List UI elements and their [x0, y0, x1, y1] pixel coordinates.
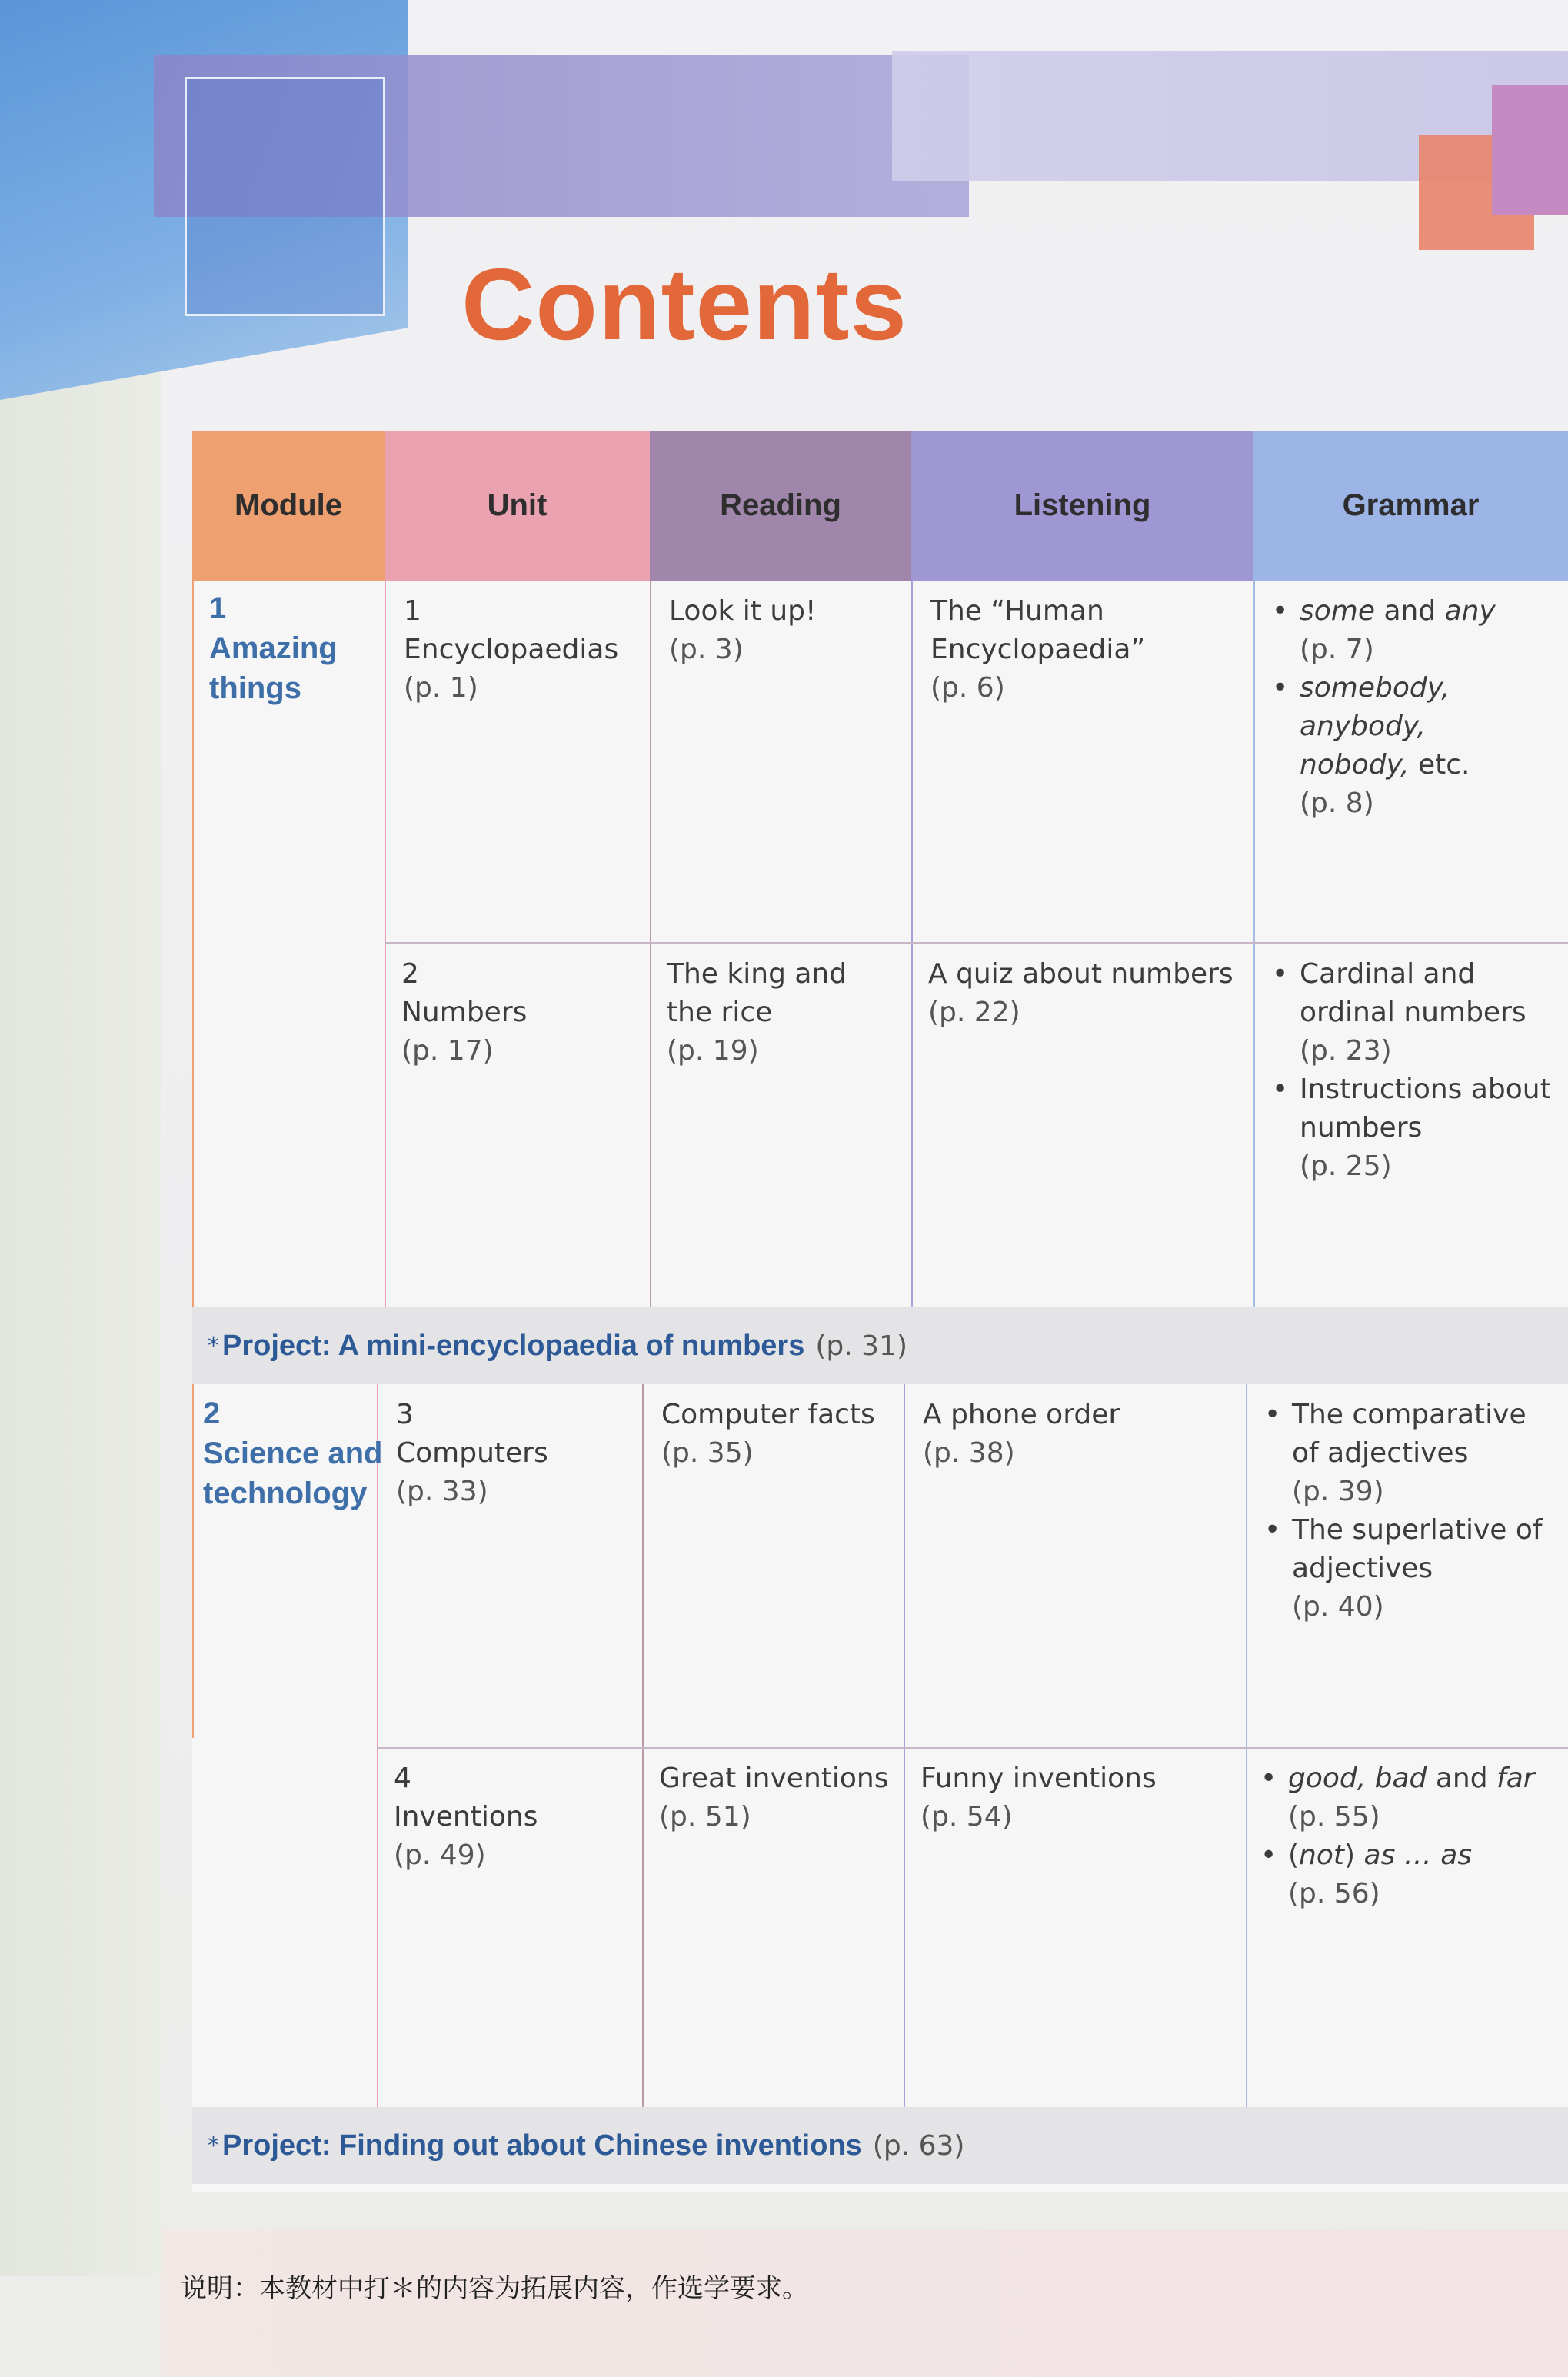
- footnote: 说明：本教材中打＊的内容为拓展内容，作选学要求。: [181, 2273, 808, 2304]
- reading-page: (p. 35): [661, 1437, 754, 1469]
- row-divider: [377, 1747, 1568, 1749]
- listening-title: The “Human: [930, 595, 1104, 627]
- unit-3-cell: [396, 1396, 548, 1511]
- unit-2-reading: [667, 955, 897, 1070]
- module-name-line: Amazing: [209, 631, 338, 665]
- listening-page: (p. 38): [923, 1437, 1015, 1469]
- reading-page: (p. 19): [667, 1035, 759, 1067]
- module-1-label: [209, 588, 338, 708]
- grammar-text: The comparative of adjectives: [1292, 1399, 1526, 1469]
- project-page: (p. 63): [872, 2129, 965, 2162]
- unit-column-line: [385, 581, 386, 1307]
- unit-page: (p. 33): [396, 1476, 488, 1507]
- row-divider: [385, 942, 1568, 944]
- page-title: Contents: [461, 248, 907, 361]
- grammar-column-line: [1253, 581, 1255, 1307]
- unit-3-listening: [923, 1396, 1120, 1473]
- unit-4-reading: [659, 1759, 888, 1836]
- module-column-line: [192, 581, 194, 1738]
- grammar-page: (p. 55): [1288, 1801, 1380, 1833]
- unit-number: 2: [401, 958, 419, 990]
- module-name-line: technology: [203, 1476, 368, 1510]
- grammar-item: [1269, 592, 1565, 669]
- grammar-text: Cardinal and ordinal numbers: [1300, 958, 1526, 1028]
- unit-4-grammar: [1257, 1759, 1565, 1913]
- reading-title: Computer facts: [661, 1399, 875, 1430]
- contents-table: [192, 431, 1568, 2192]
- unit-name: Inventions: [394, 1801, 538, 1833]
- grammar-text: nobody,: [1300, 749, 1410, 781]
- project-title: Project: Finding out about Chinese inventions: [222, 2129, 862, 2162]
- module-name-line: Science and: [203, 1437, 383, 1470]
- grammar-text: somebody, anybody,: [1300, 672, 1450, 742]
- unit-2-cell: [401, 955, 527, 1070]
- unit-2-grammar: [1269, 955, 1568, 1186]
- unit-4-cell: [394, 1759, 538, 1875]
- unit-number: 3: [396, 1399, 414, 1430]
- project-title: Project: A mini-encyclopaedia of numbers: [222, 1329, 805, 1362]
- listening-column-line: [911, 581, 913, 1307]
- header-unit: Unit: [385, 431, 650, 581]
- grammar-item: [1257, 1759, 1565, 1836]
- unit-4-listening: [920, 1759, 1157, 1836]
- unit-1-reading: [669, 592, 816, 669]
- listening-title: Funny inventions: [920, 1763, 1157, 1794]
- listening-title: Encyclopaedia”: [930, 634, 1146, 665]
- grammar-text: not: [1299, 1839, 1345, 1871]
- project-row: [192, 2107, 1568, 2184]
- grammar-page: (p. 25): [1300, 1150, 1392, 1182]
- square-frame-decor: [185, 77, 385, 316]
- grammar-text: good, bad: [1288, 1763, 1427, 1794]
- grammar-text: etc.: [1409, 749, 1470, 781]
- unit-name: Encyclopaedias: [404, 634, 619, 665]
- project-page: (p. 31): [815, 1330, 907, 1362]
- module-name-line: things: [209, 671, 301, 705]
- reading-column-line: [650, 581, 651, 1307]
- header-listening: Listening: [911, 431, 1253, 581]
- grammar-item: [1261, 1511, 1553, 1626]
- listening-title: A quiz about numbers: [928, 958, 1233, 990]
- unit-name: Computers: [396, 1437, 548, 1469]
- listening-page: (p. 54): [920, 1801, 1013, 1833]
- listening-column-line: [904, 1384, 905, 2107]
- project-row: [192, 1307, 1568, 1384]
- grammar-text: as … as: [1363, 1839, 1473, 1871]
- reading-title: Great inventions: [659, 1763, 889, 1794]
- reading-page: (p. 3): [669, 634, 744, 665]
- module-number: 2: [203, 1397, 221, 1430]
- grammar-text: and: [1375, 595, 1445, 627]
- module-number: 1: [209, 591, 227, 625]
- header-module: Module: [192, 431, 385, 581]
- grammar-column-line: [1246, 1384, 1247, 2107]
- listening-title: A phone order: [923, 1399, 1120, 1430]
- grammar-text: and: [1427, 1763, 1497, 1794]
- header-grammar: Grammar: [1253, 431, 1568, 581]
- unit-number: 1: [404, 595, 421, 627]
- unit-2-listening: [928, 955, 1233, 1032]
- grammar-text: Instructions about numbers: [1300, 1074, 1551, 1144]
- grammar-page: (p. 40): [1292, 1591, 1384, 1623]
- unit-page: (p. 49): [394, 1839, 486, 1871]
- grammar-text: some: [1300, 595, 1375, 627]
- grammar-item: [1269, 955, 1568, 1070]
- optional-star: *: [208, 1332, 219, 1360]
- listening-page: (p. 22): [928, 997, 1020, 1028]
- unit-page: (p. 1): [404, 672, 478, 704]
- reading-title: The king and the rice: [667, 958, 847, 1028]
- grammar-page: (p. 39): [1292, 1476, 1384, 1507]
- grammar-item: [1269, 1070, 1568, 1186]
- grammar-page: (p. 7): [1300, 634, 1374, 665]
- grammar-page: (p. 56): [1288, 1878, 1380, 1909]
- unit-number: 4: [394, 1763, 411, 1794]
- reading-title: Look it up!: [669, 595, 817, 627]
- reading-page: (p. 51): [659, 1801, 751, 1833]
- unit-page: (p. 17): [401, 1035, 494, 1067]
- grammar-text: The superlative of adjectives: [1292, 1514, 1543, 1584]
- unit-name: Numbers: [401, 997, 528, 1028]
- grammar-item: [1269, 669, 1565, 823]
- module-2-label: [203, 1393, 382, 1513]
- grammar-page: (p. 8): [1300, 787, 1374, 819]
- grammar-text: far: [1496, 1763, 1535, 1794]
- unit-3-reading: [661, 1396, 875, 1473]
- listening-page: (p. 6): [930, 672, 1005, 704]
- pink-block-decor: [1492, 85, 1568, 215]
- grammar-item: [1261, 1396, 1553, 1511]
- header-reading: Reading: [650, 431, 911, 581]
- optional-star: *: [208, 2132, 219, 2159]
- grammar-item: [1257, 1836, 1565, 1913]
- unit-3-grammar: [1261, 1396, 1553, 1626]
- grammar-text: ): [1344, 1839, 1364, 1871]
- grammar-page: (p. 23): [1300, 1035, 1392, 1067]
- left-decor-strip: [0, 369, 161, 2276]
- reading-column-line: [642, 1384, 644, 2107]
- grammar-text: (: [1288, 1839, 1300, 1871]
- unit-1-listening: [930, 592, 1145, 707]
- unit-1-grammar: [1269, 592, 1565, 823]
- unit-1-cell: [404, 592, 618, 707]
- grammar-text: any: [1444, 595, 1496, 627]
